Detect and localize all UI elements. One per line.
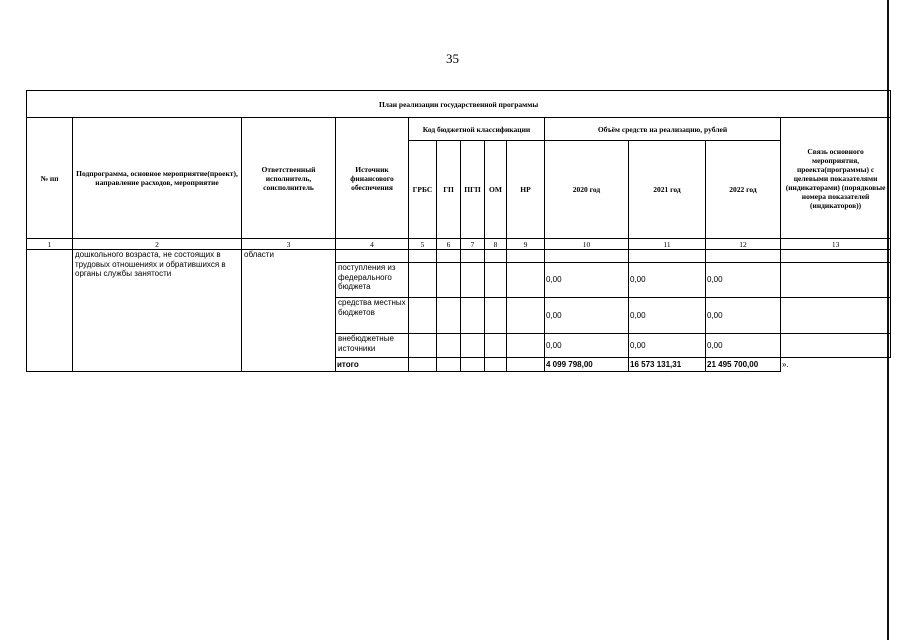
value-2022: 0,00 bbox=[706, 263, 781, 298]
total-2022: 21 495 700,00 bbox=[706, 358, 781, 372]
col-number: 6 bbox=[437, 239, 461, 250]
header-2020: 2020 год bbox=[545, 141, 629, 239]
header-nr: НР bbox=[507, 141, 545, 239]
total-2020: 4 099 798,00 bbox=[545, 358, 629, 372]
source-federal: поступления из федерального бюджета bbox=[336, 263, 409, 298]
value-2022: 0,00 bbox=[706, 334, 781, 358]
total-2021: 16 573 131,31 bbox=[629, 358, 706, 372]
col-number: 2 bbox=[73, 239, 242, 250]
value-2022: 0,00 bbox=[706, 298, 781, 334]
program-plan-table bbox=[26, 90, 891, 372]
value-2020: 0,00 bbox=[545, 298, 629, 334]
cell-num bbox=[27, 250, 73, 372]
page-number: 35 bbox=[446, 51, 459, 66]
header-grbs: ГРБС bbox=[409, 141, 437, 239]
source-extrabudget: внебюджетные источники bbox=[336, 334, 409, 358]
value-2021: 0,00 bbox=[629, 334, 706, 358]
col-number: 1 bbox=[27, 239, 73, 250]
closing-quote: ». bbox=[782, 359, 789, 369]
header-budget-code: Код бюджетной классификации bbox=[409, 118, 545, 141]
col-number: 13 bbox=[781, 239, 891, 250]
value-2020: 0,00 bbox=[545, 334, 629, 358]
header-num: № пп bbox=[27, 118, 73, 239]
header-source: Источник финансового обеспечения bbox=[336, 118, 409, 239]
source-total: итого bbox=[336, 358, 409, 372]
header-2021: 2021 год bbox=[629, 141, 706, 239]
col-number: 10 bbox=[545, 239, 629, 250]
col-number: 9 bbox=[507, 239, 545, 250]
col-number: 12 bbox=[706, 239, 781, 250]
subprogram-text: дошкольного возраста, не состоящих в трудовых отношениях и обратившихся в органы службы занятости bbox=[73, 250, 242, 372]
col-number: 7 bbox=[461, 239, 485, 250]
header-executor: Ответственный исполнитель, соисполнитель bbox=[242, 118, 336, 239]
value-2020: 0,00 bbox=[545, 263, 629, 298]
col-number: 11 bbox=[629, 239, 706, 250]
header-gp: ГП bbox=[437, 141, 461, 239]
header-link: Связь основного мероприятия, проекта(программы) с целевыми показателями (индикаторами) (порядковые номера показателей (индикаторов)) bbox=[781, 118, 891, 239]
header-2022: 2022 год bbox=[706, 141, 781, 239]
source-local: средства местных бюджетов bbox=[336, 298, 409, 334]
col-number: 5 bbox=[409, 239, 437, 250]
header-om: ОМ bbox=[485, 141, 507, 239]
col-number: 3 bbox=[242, 239, 336, 250]
value-2021: 0,00 bbox=[629, 298, 706, 334]
header-subprogram: Подпрограмма, основное мероприятие(проект), направление расходов, мероприятие bbox=[73, 118, 242, 239]
table-title: План реализации государственной программы bbox=[27, 91, 891, 118]
col-number: 8 bbox=[485, 239, 507, 250]
col-number: 4 bbox=[336, 239, 409, 250]
value-2021: 0,00 bbox=[629, 263, 706, 298]
header-pgp: ПГП bbox=[461, 141, 485, 239]
executor-text: области bbox=[242, 250, 336, 372]
header-volume: Объём средств на реализацию, рублей bbox=[545, 118, 781, 141]
